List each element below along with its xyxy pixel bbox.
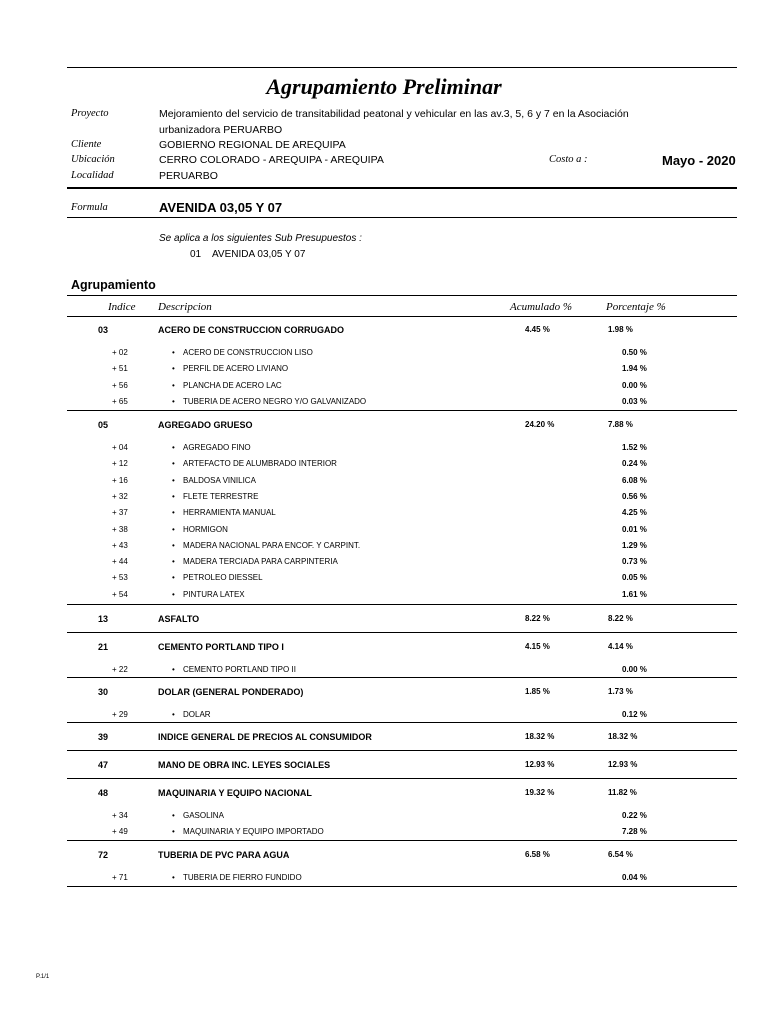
group-row: [0, 614, 768, 628]
group-description: INDICE GENERAL DE PRECIOS AL CONSUMIDOR: [158, 732, 372, 742]
sub-item-code: + 34: [112, 811, 128, 820]
sub-item-porcentaje: 0.22 %: [622, 811, 647, 820]
group-code: 21: [98, 642, 109, 652]
col-header-descripcion: Descripcion: [158, 301, 212, 313]
sub-item-porcentaje: 0.12 %: [622, 710, 647, 719]
sub-item-porcentaje: 0.00 %: [622, 380, 647, 390]
sub-item-porcentaje: 1.61 %: [622, 589, 647, 599]
bullet-icon: •: [172, 443, 175, 452]
group-code: 72: [98, 850, 109, 860]
group-description: TUBERIA DE PVC PARA AGUA: [158, 850, 290, 860]
group-porcentaje: 11.82 %: [608, 788, 637, 797]
bullet-icon: •: [172, 396, 175, 406]
sub-item-code: + 53: [112, 573, 128, 583]
header-rule: [67, 187, 737, 189]
sub-item-description: HERRAMIENTA MANUAL: [183, 508, 276, 518]
sub-item-code: + 29: [112, 710, 128, 719]
bullet-icon: •: [172, 508, 175, 518]
group-code: 13: [98, 614, 109, 624]
col-header-acumulado: Acumulado %: [510, 301, 573, 313]
group-acumulado: 6.58 %: [525, 850, 550, 859]
sub-presupuesto-code: 01: [190, 249, 202, 260]
sub-item-description: TUBERIA DE ACERO NEGRO Y/O GALVANIZADO: [183, 396, 367, 406]
sub-item-code: + 54: [112, 589, 128, 599]
sub-item-code: + 51: [112, 364, 128, 374]
group-divider: [67, 840, 737, 841]
costo-value: Mayo - 2020: [662, 153, 736, 168]
sub-item-row: [0, 397, 768, 411]
sub-item-porcentaje: 1.52 %: [622, 443, 647, 452]
col-header-porcentaje: Porcentaje %: [606, 301, 666, 313]
sub-item-code: + 02: [112, 348, 128, 357]
group-description: ASFALTO: [158, 614, 200, 624]
group-acumulado: 4.15 %: [525, 642, 550, 651]
sub-item-row: [0, 476, 768, 490]
sub-item-code: + 49: [112, 827, 128, 837]
section-title: Agrupamiento: [71, 278, 156, 292]
ubicacion-value: CERRO COLORADO - AREQUIPA - AREQUIPA: [159, 154, 384, 166]
sub-item-code: + 32: [112, 491, 128, 501]
sub-item-porcentaje: 1.94 %: [622, 364, 647, 374]
group-divider: [67, 750, 737, 751]
group-description: MAQUINARIA Y EQUIPO NACIONAL: [158, 788, 312, 798]
bullet-icon: •: [172, 573, 175, 583]
bullet-icon: •: [172, 459, 175, 469]
sub-item-porcentaje: 4.25 %: [622, 508, 647, 518]
sub-item-code: + 04: [112, 443, 128, 452]
sub-item-row: [0, 541, 768, 555]
ubicacion-label: Ubicación: [71, 154, 115, 165]
sub-item-description: BALDOSA VINILICA: [183, 475, 256, 485]
col-header-indice: Indice: [108, 301, 136, 313]
group-porcentaje: 1.73 %: [608, 687, 633, 696]
group-porcentaje: 12.93 %: [608, 760, 638, 769]
sub-item-porcentaje: 0.00 %: [622, 665, 647, 674]
group-acumulado: 18.32 %: [525, 732, 555, 741]
group-row: [0, 850, 768, 864]
sub-item-description: TUBERIA DE FIERRO FUNDIDO: [183, 873, 302, 882]
formula-rule: [67, 217, 737, 218]
sub-item-row: [0, 381, 768, 395]
sub-item-porcentaje: 0.04 %: [622, 873, 647, 882]
group-row: [0, 732, 768, 746]
group-acumulado: 4.45 %: [525, 325, 550, 334]
sub-item-row: [0, 525, 768, 539]
bullet-icon: •: [172, 380, 175, 390]
group-row: [0, 788, 768, 802]
group-porcentaje: 6.54 %: [608, 850, 633, 859]
sub-item-code: + 12: [112, 459, 128, 469]
bullet-icon: •: [172, 491, 175, 501]
sub-item-code: + 37: [112, 508, 128, 518]
bullet-icon: •: [172, 827, 175, 837]
bullet-icon: •: [172, 364, 175, 374]
group-acumulado: 12.93 %: [525, 760, 555, 769]
sub-presupuesto-desc: AVENIDA 03,05 Y 07: [212, 249, 306, 260]
bullet-icon: •: [172, 873, 175, 882]
group-row: [0, 687, 768, 701]
sub-item-row: [0, 459, 768, 473]
group-code: 47: [98, 760, 109, 770]
sub-item-code: + 43: [112, 540, 128, 550]
sub-item-description: AGREGADO FINO: [183, 443, 251, 452]
group-acumulado: 1.85 %: [525, 687, 550, 696]
costo-label: Costo a :: [549, 154, 588, 165]
group-acumulado: 8.22 %: [525, 614, 550, 623]
sub-item-description: FLETE TERRESTRE: [183, 491, 259, 501]
aplica-note: Se aplica a los siguientes Sub Presupuestos :: [159, 233, 362, 244]
group-porcentaje: 1.98 %: [608, 325, 633, 334]
bullet-icon: •: [172, 589, 175, 599]
cliente-label: Cliente: [71, 139, 102, 150]
sub-item-porcentaje: 0.50 %: [622, 348, 647, 357]
group-acumulado: 24.20 %: [525, 420, 555, 429]
sub-item-porcentaje: 7.28 %: [622, 827, 647, 837]
group-divider: [67, 677, 737, 678]
sub-item-porcentaje: 1.29 %: [622, 540, 647, 550]
bullet-icon: •: [172, 665, 175, 674]
group-code: 03: [98, 325, 109, 335]
sub-item-porcentaje: 0.24 %: [622, 459, 647, 469]
bullet-icon: •: [172, 811, 175, 820]
sub-item-description: ARTEFACTO DE ALUMBRADO INTERIOR: [183, 459, 337, 469]
sub-item-porcentaje: 0.56 %: [622, 491, 647, 501]
group-acumulado: 19.32 %: [525, 788, 555, 797]
table-bottom-rule: [67, 886, 737, 887]
sub-item-row: [0, 590, 768, 604]
proyecto-label: Proyecto: [71, 108, 109, 119]
bullet-icon: •: [172, 348, 175, 357]
sub-item-porcentaje: 6.08 %: [622, 475, 647, 485]
table-header-rule: [67, 316, 737, 317]
sub-item-description: GASOLINA: [183, 811, 224, 820]
group-divider: [67, 722, 737, 723]
group-row: [0, 642, 768, 656]
sub-item-description: MAQUINARIA Y EQUIPO IMPORTADO: [183, 827, 324, 837]
group-description: ACERO DE CONSTRUCCION CORRUGADO: [158, 325, 345, 335]
group-description: DOLAR (GENERAL PONDERADO): [158, 687, 304, 697]
localidad-value: PERUARBO: [159, 170, 218, 182]
group-divider: [67, 604, 737, 605]
table-top-rule: [67, 295, 737, 296]
sub-item-description: HORMIGON: [183, 524, 228, 534]
sub-item-description: PETROLEO DIESSEL: [183, 573, 263, 583]
top-rule: [67, 67, 737, 68]
bullet-icon: •: [172, 524, 175, 534]
group-porcentaje: 7.88 %: [608, 420, 633, 429]
sub-item-description: PINTURA LATEX: [183, 589, 245, 599]
group-divider: [67, 778, 737, 779]
group-divider: [67, 410, 737, 411]
sub-item-row: [0, 348, 768, 362]
sub-item-code: + 65: [112, 396, 128, 406]
sub-item-description: ACERO DE CONSTRUCCION LISO: [183, 348, 313, 357]
sub-item-description: DOLAR: [183, 710, 211, 719]
sub-item-porcentaje: 0.05 %: [622, 573, 647, 583]
proyecto-value-line2: urbanizadora PERUARBO: [159, 124, 283, 136]
bullet-icon: •: [172, 710, 175, 719]
sub-item-row: [0, 364, 768, 378]
sub-item-description: PERFIL DE ACERO LIVIANO: [183, 364, 289, 374]
group-porcentaje: 8.22 %: [608, 614, 633, 623]
group-porcentaje: 4.14 %: [608, 642, 633, 651]
sub-item-porcentaje: 0.03 %: [622, 396, 647, 406]
bullet-icon: •: [172, 540, 175, 550]
sub-item-row: [0, 508, 768, 522]
sub-item-code: + 22: [112, 665, 128, 674]
group-code: 30: [98, 687, 109, 697]
sub-item-row: [0, 557, 768, 571]
sub-item-row: [0, 443, 768, 457]
sub-item-code: + 71: [112, 873, 128, 882]
group-description: MANO DE OBRA INC. LEYES SOCIALES: [158, 760, 331, 770]
localidad-label: Localidad: [71, 170, 114, 181]
sub-item-description: PLANCHA DE ACERO LAC: [183, 380, 282, 390]
sub-item-code: + 16: [112, 475, 128, 485]
group-divider: [67, 632, 737, 633]
group-porcentaje: 18.32 %: [608, 732, 638, 741]
group-description: CEMENTO PORTLAND TIPO I: [158, 642, 284, 652]
sub-item-porcentaje: 0.73 %: [622, 557, 647, 567]
sub-item-description: MADERA NACIONAL PARA ENCOF. Y CARPINT.: [183, 540, 361, 550]
sub-item-row: [0, 573, 768, 587]
group-description: AGREGADO GRUESO: [158, 420, 253, 430]
cliente-value: GOBIERNO REGIONAL DE AREQUIPA: [159, 139, 346, 151]
sub-item-code: + 56: [112, 380, 128, 390]
group-row: [0, 760, 768, 774]
sub-item-porcentaje: 0.01 %: [622, 524, 647, 534]
bullet-icon: •: [172, 557, 175, 567]
group-code: 05: [98, 420, 109, 430]
sub-item-description: MADERA TERCIADA PARA CARPINTERIA: [183, 557, 338, 567]
formula-value: AVENIDA 03,05 Y 07: [159, 200, 283, 215]
group-row: [0, 325, 768, 339]
sub-item-code: + 38: [112, 524, 128, 534]
group-code: 39: [98, 732, 109, 742]
sub-item-row: [0, 492, 768, 506]
sub-item-row: [0, 811, 768, 825]
sub-item-code: + 44: [112, 557, 128, 567]
bullet-icon: •: [172, 475, 175, 485]
sub-item-description: CEMENTO PORTLAND TIPO II: [183, 665, 296, 674]
group-row: [0, 420, 768, 434]
group-code: 48: [98, 788, 109, 798]
document-title: Agrupamiento Preliminar: [266, 74, 502, 99]
formula-label: Formula: [71, 202, 108, 213]
sub-item-row: [0, 873, 768, 887]
proyecto-value-line1: Mejoramiento del servicio de transitabilidad peatonal y vehicular en las av.3, 5, 6 y 7 en la Asociación: [159, 108, 629, 120]
page-number: P.1/1: [36, 974, 50, 980]
